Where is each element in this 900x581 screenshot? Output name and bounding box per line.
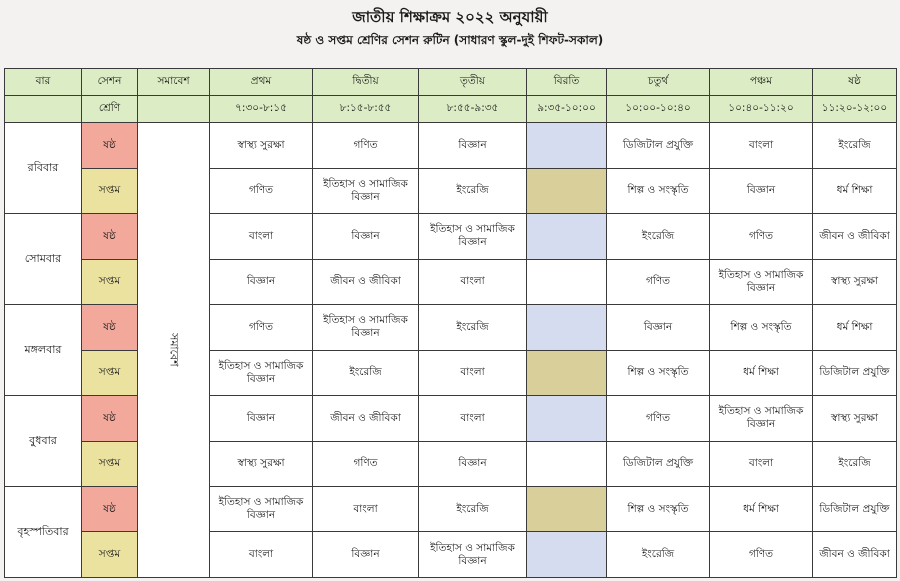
- period-cell: বিজ্ঞান: [313, 214, 419, 259]
- day-monday: সোমবার: [5, 214, 82, 305]
- period-cell: বিজ্ঞান: [210, 396, 313, 441]
- header-row: [5, 69, 897, 96]
- break-cell: [527, 123, 607, 168]
- period-cell: বাংলা: [710, 441, 813, 486]
- col-header-assembly: সমাবেশ: [138, 69, 210, 96]
- period-cell: ইতিহাস ও সামাজিক বিজ্ঞান: [210, 350, 313, 395]
- period-cell: ইংরেজি: [313, 350, 419, 395]
- period-cell: শিল্প ও সংস্কৃতি: [607, 168, 710, 213]
- period-cell: ইংরেজি: [607, 214, 710, 259]
- day-tuesday: মঙ্গলবার: [5, 305, 82, 396]
- period-cell: জীবন ও জীবিকা: [313, 396, 419, 441]
- session-class: সপ্তম: [82, 350, 138, 395]
- col-header-period-4: চতুর্থ: [607, 69, 710, 96]
- period-cell: গণিত: [210, 168, 313, 213]
- col-header-session: সেশন: [82, 69, 138, 96]
- time-period-4: ১০:০০-১০:৪০: [607, 95, 710, 123]
- period-cell: জীবন ও জীবিকা: [813, 214, 897, 259]
- table-row: [5, 123, 897, 168]
- session-class: সপ্তম: [82, 441, 138, 486]
- session-class: ষষ্ঠ: [82, 305, 138, 350]
- col-header-period-1: প্রথম: [210, 69, 313, 96]
- period-cell: ইতিহাস ও সামাজিক বিজ্ঞান: [313, 168, 419, 213]
- col-header-break: বিরতি: [527, 69, 607, 96]
- page-title: জাতীয় শিক্ষাক্রম ২০২২ অনুযায়ী: [352, 8, 548, 26]
- period-cell: বাংলা: [419, 396, 527, 441]
- break-cell: [527, 259, 607, 304]
- period-cell: ধর্ম শিক্ষা: [813, 305, 897, 350]
- routine-table: [4, 68, 897, 578]
- period-cell: ইতিহাস ও সামাজিক বিজ্ঞান: [710, 259, 813, 304]
- period-cell: জীবন ও জীবিকা: [813, 532, 897, 578]
- break-cell: [527, 305, 607, 350]
- period-cell: শিল্প ও সংস্কৃতি: [607, 486, 710, 531]
- period-cell: ডিজিটাল প্রযুক্তি: [813, 486, 897, 531]
- period-cell: শিল্প ও সংস্কৃতি: [607, 350, 710, 395]
- period-cell: ইংরেজি: [813, 441, 897, 486]
- session-class: সপ্তম: [82, 168, 138, 213]
- break-cell: [527, 214, 607, 259]
- period-cell: স্বাস্থ্য সুরক্ষা: [210, 123, 313, 168]
- session-class: ষষ্ঠ: [82, 486, 138, 531]
- period-cell: বাংলা: [210, 214, 313, 259]
- period-cell: ইংরেজি: [607, 532, 710, 578]
- col-header-period-2: দ্বিতীয়: [313, 69, 419, 96]
- col-header-day: বার: [5, 69, 82, 96]
- day-wednesday: বুধবার: [5, 396, 82, 487]
- period-cell: গণিত: [313, 441, 419, 486]
- period-cell: গণিত: [210, 305, 313, 350]
- time-period-1: ৭:৩০-৮:১৫: [210, 95, 313, 123]
- period-cell: জীবন ও জীবিকা: [313, 259, 419, 304]
- period-cell: বিজ্ঞান: [210, 259, 313, 304]
- class-label: শ্রেণি: [82, 95, 138, 123]
- time-period-5: ১০:৪০-১১:২০: [710, 95, 813, 123]
- time-period-6: ১১:২০-১২:০০: [813, 95, 897, 123]
- period-cell: বাংলা: [210, 532, 313, 578]
- period-cell: ইংরেজি: [419, 168, 527, 213]
- time-period-3: ৮:৫৫-৯:৩৫: [419, 95, 527, 123]
- period-cell: বাংলা: [710, 123, 813, 168]
- period-cell: গণিত: [313, 123, 419, 168]
- period-cell: গণিত: [607, 259, 710, 304]
- break-cell: [527, 350, 607, 395]
- assembly-column: [138, 123, 210, 578]
- session-class: ষষ্ঠ: [82, 396, 138, 441]
- time-break: ৯:৩৫-১০:০০: [527, 95, 607, 123]
- period-cell: স্বাস্থ্য সুরক্ষা: [813, 259, 897, 304]
- period-cell: বিজ্ঞান: [419, 441, 527, 486]
- period-cell: বাংলা: [419, 259, 527, 304]
- break-cell: [527, 532, 607, 578]
- period-cell: ডিজিটাল প্রযুক্তি: [813, 350, 897, 395]
- period-cell: ইংরেজি: [419, 486, 527, 531]
- period-cell: গণিত: [607, 396, 710, 441]
- period-cell: বিজ্ঞান: [419, 123, 527, 168]
- time-row: [5, 95, 897, 123]
- period-cell: বিজ্ঞান: [607, 305, 710, 350]
- break-cell: [527, 486, 607, 531]
- time-cell-assembly: [138, 95, 210, 123]
- period-cell: স্বাস্থ্য সুরক্ষা: [210, 441, 313, 486]
- session-class: সপ্তম: [82, 532, 138, 578]
- break-cell: [527, 396, 607, 441]
- period-cell: ডিজিটাল প্রযুক্তি: [607, 123, 710, 168]
- period-cell: ইতিহাস ও সামাজিক বিজ্ঞান: [419, 532, 527, 578]
- day-thursday: বৃহস্পতিবার: [5, 486, 82, 577]
- day-sunday: রবিবার: [5, 123, 82, 214]
- session-class: সপ্তম: [82, 259, 138, 304]
- period-cell: বিজ্ঞান: [710, 168, 813, 213]
- period-cell: ইতিহাস ও সামাজিক বিজ্ঞান: [313, 305, 419, 350]
- session-class: ষষ্ঠ: [82, 214, 138, 259]
- period-cell: ধর্ম শিক্ষা: [710, 486, 813, 531]
- period-cell: ধর্ম শিক্ষা: [710, 350, 813, 395]
- break-cell: [527, 168, 607, 213]
- assembly-vertical-label: সমাবেশ: [167, 333, 181, 367]
- col-header-period-5: পঞ্চম: [710, 69, 813, 96]
- period-cell: ইতিহাস ও সামাজিক বিজ্ঞান: [210, 486, 313, 531]
- period-cell: গণিত: [710, 214, 813, 259]
- period-cell: ইতিহাস ও সামাজিক বিজ্ঞান: [419, 214, 527, 259]
- period-cell: বাংলা: [313, 486, 419, 531]
- period-cell: ইতিহাস ও সামাজিক বিজ্ঞান: [710, 396, 813, 441]
- col-header-period-3: তৃতীয়: [419, 69, 527, 96]
- period-cell: গণিত: [710, 532, 813, 578]
- period-cell: স্বাস্থ্য সুরক্ষা: [813, 396, 897, 441]
- period-cell: বিজ্ঞান: [313, 532, 419, 578]
- break-cell: [527, 441, 607, 486]
- time-period-2: ৮:১৫-৮:৫৫: [313, 95, 419, 123]
- col-header-period-6: ষষ্ঠ: [813, 69, 897, 96]
- period-cell: শিল্প ও সংস্কৃতি: [710, 305, 813, 350]
- period-cell: বাংলা: [419, 350, 527, 395]
- time-cell-empty: [5, 95, 82, 123]
- page-subtitle: ষষ্ঠ ও সপ্তম শ্রেণির সেশন রুটিন (সাধারণ স্কুল-দুই শিফট-সকাল): [296, 33, 604, 47]
- period-cell: ধর্ম শিক্ষা: [813, 168, 897, 213]
- period-cell: ডিজিটাল প্রযুক্তি: [607, 441, 710, 486]
- period-cell: ইংরেজি: [813, 123, 897, 168]
- session-class: ষষ্ঠ: [82, 123, 138, 168]
- period-cell: ইংরেজি: [419, 305, 527, 350]
